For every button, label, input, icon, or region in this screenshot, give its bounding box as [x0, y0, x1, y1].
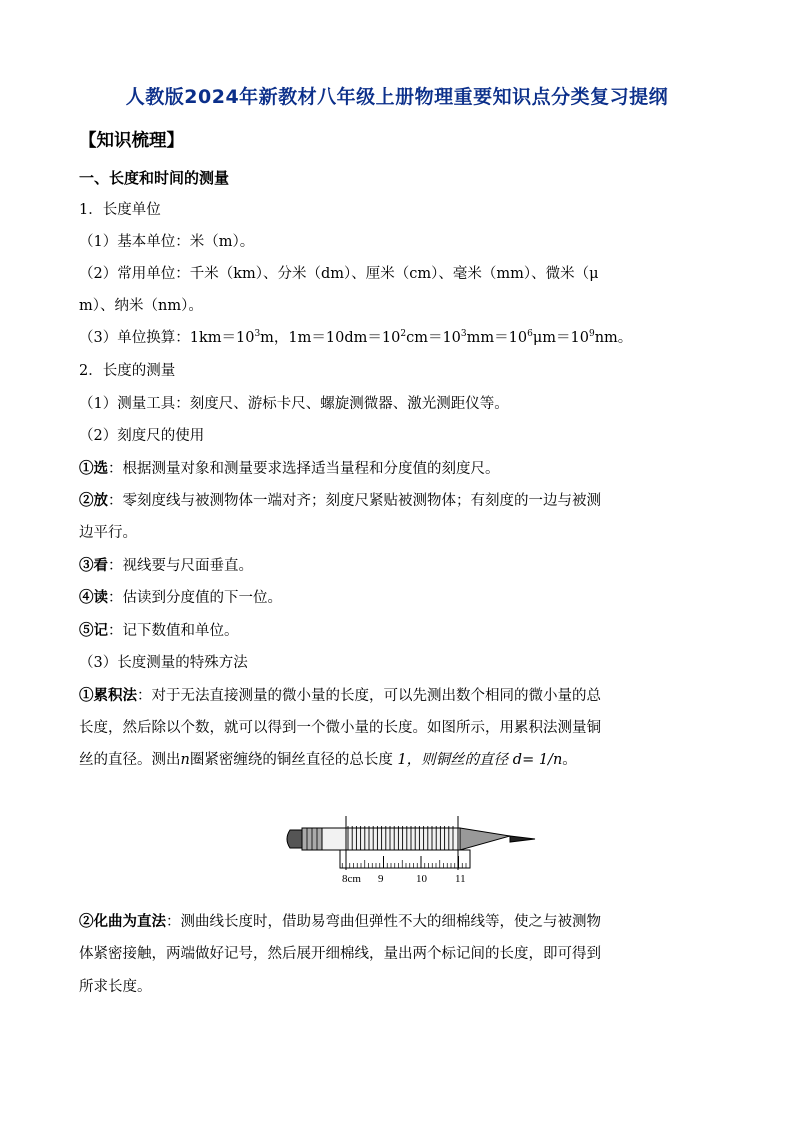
step-read — [79, 588, 719, 608]
item-base-unit — [79, 232, 719, 252]
step-text: ：根据测量对象和测量要求选择适当量程和分度值的刻度尺。 — [108, 461, 500, 477]
method-accumulate-cont: 长度，然后除以个数，就可以得到一个微小量的长度。如图所示，用累积法测量铜 — [79, 720, 601, 736]
item-ruler-use: （2）刻度尺的使用 — [79, 428, 205, 444]
step-key: ④读 — [79, 589, 108, 606]
formula: 1，则铜丝的直径 d= 1/n — [392, 752, 563, 768]
step-text: ：视线要与尺面垂直。 — [108, 558, 253, 574]
method-key: ①累积法 — [79, 687, 137, 704]
pencil-lead — [510, 836, 535, 842]
pencil-eraser — [287, 830, 302, 848]
tick-label-10: 10 — [416, 873, 427, 885]
method-accumulate-cont2 — [79, 750, 719, 770]
conv-text: nm。 — [594, 330, 633, 346]
step-text: ：零刻度线与被测物体一端对齐；刻度尺紧贴被测物体；有刻度的一边与被测 — [108, 493, 601, 509]
method-text: ：测曲线长度时，借助易弯曲但弹性不大的细棉线等，使之与被测物 — [166, 914, 601, 930]
ruler — [340, 850, 470, 868]
step-choose — [79, 459, 719, 479]
item-unit-conversion — [79, 328, 719, 348]
item-tools: （1）测量工具：刻度尺、游标卡尺、螺旋测微器、激光测距仪等。 — [79, 396, 509, 412]
item-common-units — [79, 264, 719, 284]
tick-label-11: 11 — [455, 873, 466, 885]
base-unit-text: （1）基本单位：米（m）。 — [79, 234, 255, 250]
document-title: 人教版2024年新教材八年级上册物理重要知识点分类复习提纲 — [125, 86, 669, 108]
exp: 3 — [254, 329, 261, 339]
method-key: ②化曲为直法 — [79, 913, 166, 930]
step-place-cont: 边平行。 — [79, 525, 137, 541]
step-key: ⑤记 — [79, 622, 108, 639]
method-text: 丝的直径。测出 — [79, 752, 181, 768]
item-common-units-cont: m）、纳米（nm）。 — [79, 298, 203, 314]
chapter-heading: 一、长度和时间的测量 — [79, 169, 230, 187]
step-look — [79, 556, 719, 576]
step-text: ：估读到分度值的下一位。 — [108, 590, 282, 606]
item-special-methods: （3）长度测量的特殊方法 — [79, 655, 248, 671]
pencil-ruler-svg — [280, 810, 540, 892]
step-key: ②放 — [79, 492, 108, 509]
section-heading: 【知识梳理】 — [79, 131, 184, 151]
tick-label-9: 9 — [378, 873, 384, 885]
conv-text: cm＝10 — [406, 330, 461, 346]
exp: 3 — [460, 329, 467, 339]
step-text: ：记下数值和单位。 — [108, 623, 239, 639]
exp: 2 — [400, 329, 407, 339]
method-curve-to-straight — [79, 912, 719, 932]
conv-text: mm＝10 — [466, 330, 528, 346]
common-units-text: （2）常用单位：千米（km）、分米（dm）、厘米（cm）、毫米（mm）、微米（μ — [79, 266, 599, 282]
step-key: ①选 — [79, 460, 108, 477]
item-length-measure: 2．长度的测量 — [79, 363, 176, 379]
tick-label-8: 8cm — [342, 873, 361, 885]
method-curve-cont2: 所求长度。 — [79, 979, 152, 995]
exp: 9 — [588, 329, 595, 339]
conv-text: m，1m＝10dm＝10 — [260, 330, 401, 346]
step-record — [79, 621, 719, 641]
var-n: n — [180, 752, 190, 768]
pencil-tip — [460, 828, 510, 850]
step-place — [79, 491, 719, 511]
conv-text: （3）单位换算：1km＝10 — [79, 330, 255, 346]
item-length-unit: 1．长度单位 — [79, 202, 161, 218]
method-accumulate — [79, 686, 719, 706]
step-key: ③看 — [79, 557, 108, 574]
method-text: 圈紧密缠绕的铜丝直径的总长度 — [189, 752, 393, 768]
pencil-ruler-figure — [280, 810, 540, 892]
method-text: ：对于无法直接测量的微小量的长度，可以先测出数个相同的微小量的总 — [137, 688, 601, 704]
method-text: 。 — [562, 752, 577, 768]
conv-text: μm＝10 — [532, 330, 589, 346]
method-curve-cont: 体紧密接触，两端做好记号，然后展开细棉线，量出两个标记间的长度，即可得到 — [79, 946, 601, 962]
exp: 6 — [527, 329, 533, 339]
